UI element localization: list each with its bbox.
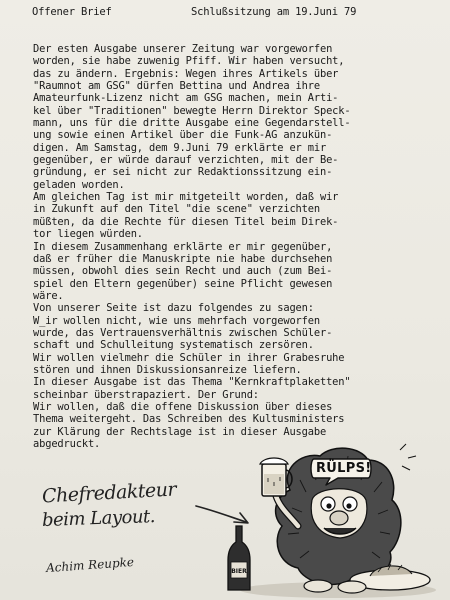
body-line: Wir wollen vielmehr die Schüler in ihrer Grabesruhe <box>33 351 345 364</box>
letter-type-label: Offener Brief <box>32 6 112 18</box>
body-line: wurde, das Vertrauensverhältnis zwischen Schüler- <box>33 326 333 339</box>
body-line: worden, sie habe zuwenig Pfiff. Wir haben versucht, <box>33 55 345 68</box>
body-line: müßten, da die Rechte für diesen Titel beim Direk- <box>33 215 339 228</box>
body-line: Am gleichen Tag ist mir mitgeteilt worden, daß wir <box>33 191 339 204</box>
body-line: in Zukunft auf den Titel "die scene" verzichten <box>33 203 320 216</box>
body-line: gründung, er sei nicht zur Redaktionssitzung ein- <box>33 166 333 179</box>
handwritten-note-line2: beim Layout. <box>41 506 156 531</box>
body-line: kel über "Traditionen" bewegte Herrn Direktor Speck- <box>33 104 351 117</box>
session-date-label: Schlußsitzung am 19.Juni 79 <box>191 6 357 18</box>
body-line: wäre. <box>33 289 64 302</box>
body-line: ung sowie einen Artikel über die Funk-AG anzukün- <box>33 129 333 142</box>
body-line: Amateurfunk-Lizenz nicht am GSG machen, mein Arti- <box>33 92 339 105</box>
body-line: W_ir wollen nicht, wie uns mehrfach vorgeworfen <box>33 314 320 327</box>
speech-bubble-text: RÜLPS! <box>316 461 372 476</box>
body-line: tor liegen würden. <box>33 228 143 241</box>
body-line: daß er früher die Manuskripte nie habe durchsehen <box>33 252 333 265</box>
body-line: Wir wollen, daß die offene Diskussion über dieses <box>33 400 333 413</box>
letter-header <box>32 6 432 22</box>
body-line: schaft und Schulleitung systematisch zersören. <box>33 339 314 352</box>
letter-body <box>33 43 433 450</box>
body-line: spiel den Eltern gegenüber) seine Pflicht gewesen <box>33 277 333 290</box>
body-line: stören und ihnen Diskussionsanreize liefern. <box>33 363 302 376</box>
body-line: digen. Am Samstag, dem 9.Juni 79 erklärte er mir <box>33 141 327 154</box>
body-line: zur Klärung der Rechtslage ist in dieser Ausgabe <box>33 425 327 438</box>
body-line: Von unserer Seite ist dazu folgendes zu sagen: <box>33 302 314 315</box>
body-line: In dieser Ausgabe ist das Thema "Kernkraftplaketten" <box>33 376 351 389</box>
bottle-label-text: BIER <box>231 568 247 575</box>
body-line: scheinbar überstrapaziert. Der Grund: <box>33 388 259 401</box>
body-line: müssen, obwohl dies sein Recht und auch (zum Bei- <box>33 265 333 278</box>
body-line: Der esten Ausgabe unserer Zeitung war vorgeworfen <box>33 43 333 55</box>
body-line: mann, uns für die dritte Ausgabe eine Gegendarstell- <box>33 117 351 130</box>
body-line: abgedruckt. <box>33 438 101 450</box>
body-line: das zu ändern. Ergebnis: Wegen ihres Artikels über <box>33 67 339 80</box>
handwritten-signature: Achim Reupke <box>45 554 135 576</box>
body-line: In diesem Zusammenhang erklärte er mir gegenüber, <box>33 240 333 253</box>
handwritten-note-line1: Chefredakteur <box>41 478 177 508</box>
body-line: Thema weitergeht. Das Schreiben des Kultusministers <box>33 413 345 426</box>
body-line: gegenüber, er würde darauf verzichten, mit der Be- <box>33 154 339 167</box>
body-line: geladen worden. <box>33 178 125 191</box>
body-line: "Raumnot am GSG" dürfen Bettina und Andrea ihre <box>33 80 320 93</box>
